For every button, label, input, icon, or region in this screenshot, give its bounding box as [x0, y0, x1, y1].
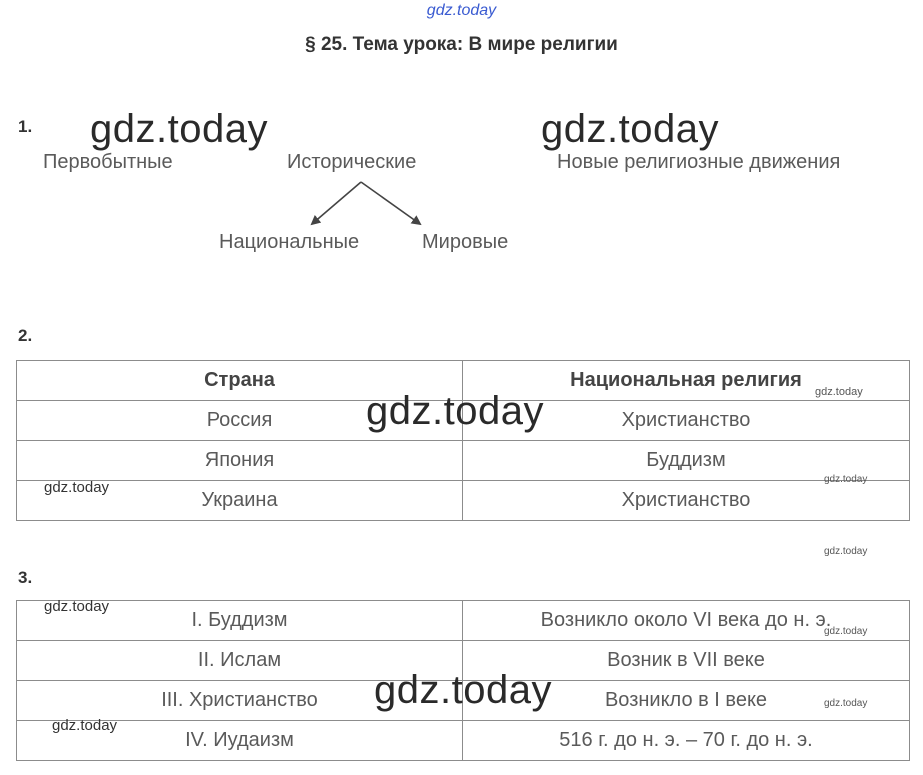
- religion-type-world: Мировые: [422, 231, 509, 253]
- religion-name-cell: II. Ислам: [17, 641, 463, 681]
- watermark: gdz.today: [374, 668, 552, 712]
- page-title: § 25. Тема урока: В мире религии: [305, 34, 618, 55]
- religion-type-historical: Исторические: [287, 151, 417, 173]
- watermark: gdz.today: [824, 626, 868, 637]
- religion-type-new-movements: Новые религиозные движения: [557, 151, 841, 173]
- task1-number: 1.: [18, 117, 33, 136]
- origin-time-cell: Возник в VII веке: [463, 641, 910, 681]
- arrow-to-national: [312, 182, 361, 224]
- watermark: gdz.today: [541, 107, 719, 151]
- watermark-top: gdz.today: [426, 2, 497, 19]
- task2-number: 2.: [18, 326, 33, 345]
- religion-name-cell: III. Христианство: [17, 681, 463, 721]
- country-cell: Россия: [17, 401, 463, 441]
- religion-type-primitive: Первобытные: [43, 151, 173, 173]
- origin-time-cell: Возникло в I веке: [463, 681, 910, 721]
- arrow-to-world: [361, 182, 420, 224]
- table-row: [17, 441, 910, 481]
- religion-cell: Христианство: [463, 481, 910, 521]
- task2-table: [16, 360, 910, 521]
- watermark: gdz.today: [366, 389, 544, 433]
- watermark: gdz.today: [52, 717, 118, 734]
- watermark: gdz.today: [824, 698, 868, 709]
- watermark: gdz.today: [44, 598, 110, 615]
- watermark: gdz.today: [815, 386, 863, 398]
- table-row: [17, 481, 910, 521]
- table-row: [17, 721, 910, 761]
- country-cell: Япония: [17, 441, 463, 481]
- religion-cell: Христианство: [463, 401, 910, 441]
- header-national-religion: Национальная религия: [463, 361, 910, 401]
- task3-number: 3.: [18, 568, 33, 587]
- religion-name-cell: I. Буддизм: [17, 601, 463, 641]
- table-row: [17, 601, 910, 641]
- religion-cell: Буддизм: [463, 441, 910, 481]
- watermark: gdz.today: [44, 479, 110, 496]
- origin-time-cell: Возникло около VI века до н. э.: [463, 601, 910, 641]
- country-cell: Украина: [17, 481, 463, 521]
- religion-name-cell: IV. Иудаизм: [17, 721, 463, 761]
- watermark: gdz.today: [824, 546, 868, 557]
- header-country: Страна: [17, 361, 463, 401]
- religion-type-national: Национальные: [219, 231, 360, 253]
- watermark: gdz.today: [824, 474, 868, 485]
- watermark: gdz.today: [90, 107, 268, 151]
- origin-time-cell: 516 г. до н. э. – 70 г. до н. э.: [463, 721, 910, 761]
